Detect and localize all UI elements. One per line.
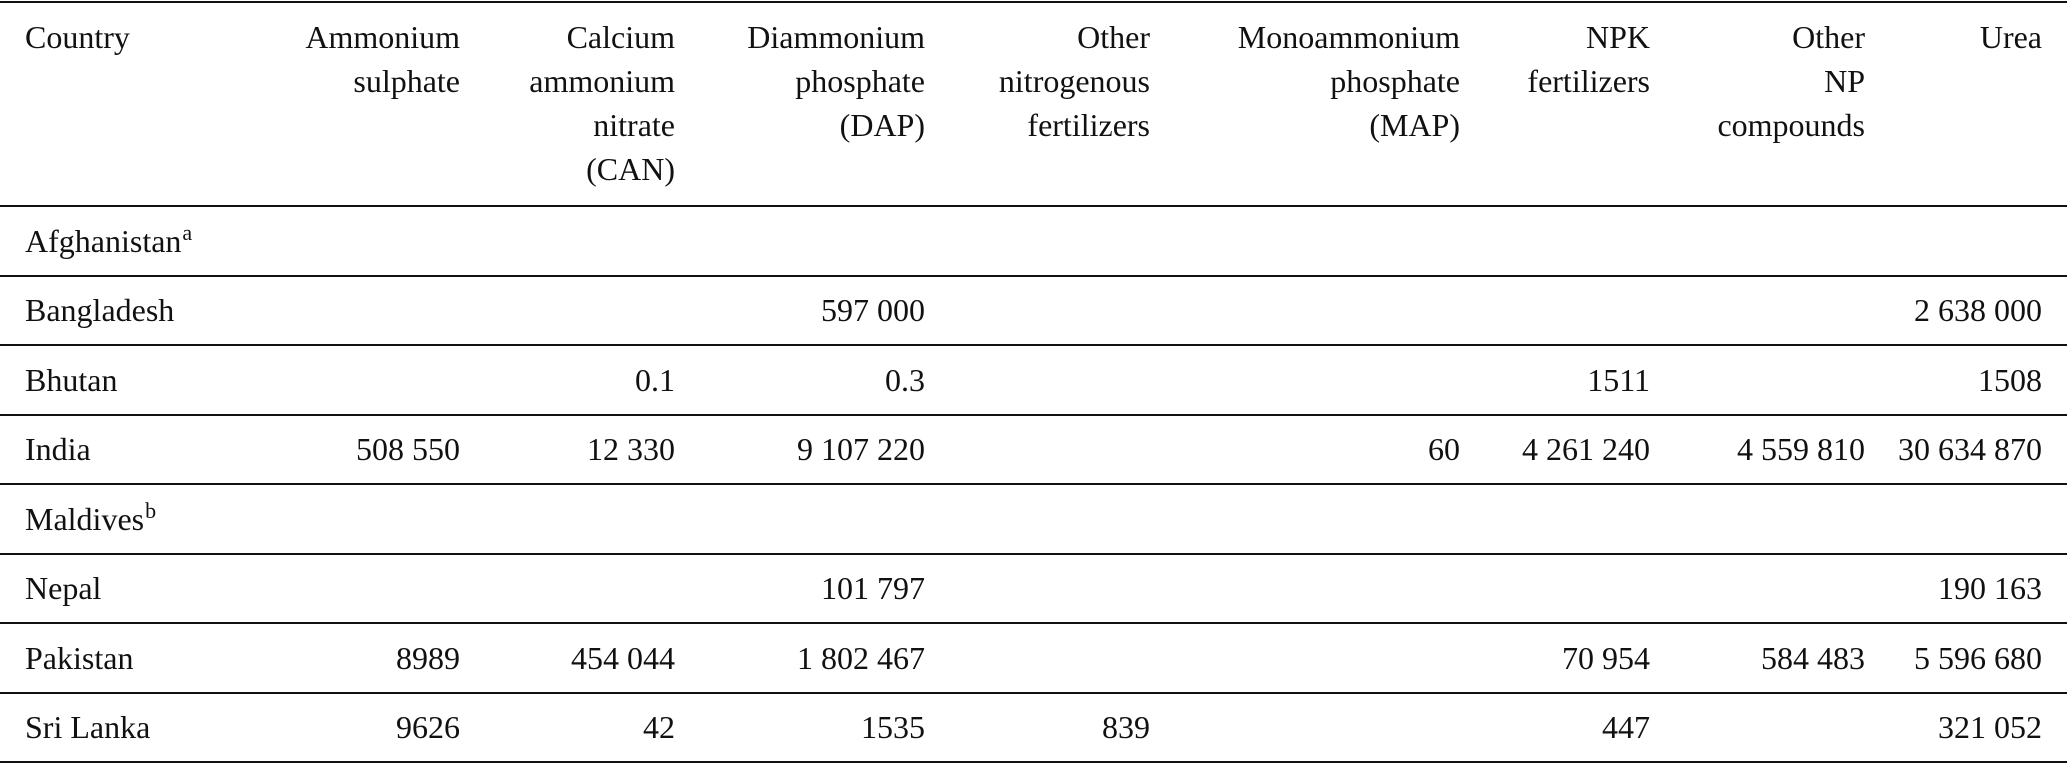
value-cell: 190 163 <box>1938 570 2042 607</box>
value-cell <box>1460 484 1650 554</box>
value-cell: 30 634 870 <box>1898 431 2042 468</box>
value-cell <box>1150 206 1460 276</box>
value-cell: 508 550 <box>356 431 460 468</box>
value-cell <box>1150 554 1460 624</box>
table-row <box>0 206 2067 276</box>
country-cell <box>0 415 245 485</box>
value-cell <box>675 484 925 554</box>
value-cell: 42 <box>643 709 675 746</box>
value-cell: 839 <box>1102 709 1150 746</box>
table-header <box>0 2 2067 206</box>
value-cell <box>1650 206 1865 276</box>
value-cell <box>1460 206 1650 276</box>
value-cell <box>925 415 1150 485</box>
value-cell: 12 330 <box>587 431 675 468</box>
header-urea: Urea <box>1979 19 2042 55</box>
value-cell: 4 559 810 <box>1737 431 1865 468</box>
value-cell <box>245 484 460 554</box>
table-row <box>0 623 2067 693</box>
header-row <box>0 2 2067 206</box>
header-calcium-ammonium-nitrate: Calcium ammonium nitrate (CAN) <box>529 19 675 187</box>
value-cell: 9 107 220 <box>797 431 925 468</box>
value-cell <box>925 484 1150 554</box>
fertilizer-consumption-table <box>0 1 2067 763</box>
value-cell <box>1650 693 1865 763</box>
country-cell <box>0 623 245 693</box>
value-cell <box>925 345 1150 415</box>
value-cell <box>925 206 1150 276</box>
value-cell <box>1460 276 1650 346</box>
country-name: Bhutan <box>25 361 118 398</box>
country-cell <box>0 554 245 624</box>
country-cell <box>0 206 245 276</box>
value-cell <box>1650 276 1865 346</box>
value-cell: 0.3 <box>885 361 925 398</box>
header-ammonium-sulphate: Ammonium sulphate <box>305 19 460 99</box>
value-cell <box>460 554 675 624</box>
header-other-nitrogenous-fertilizers: Other nitrogenous fertilizers <box>998 19 1150 143</box>
value-cell <box>925 276 1150 346</box>
country-name: Sri Lanka <box>25 709 151 746</box>
value-cell <box>925 623 1150 693</box>
table-row <box>0 693 2067 763</box>
value-cell: 584 483 <box>1761 639 1865 676</box>
value-cell: 447 <box>1602 709 1650 746</box>
value-cell: 597 000 <box>821 292 925 329</box>
header-monoammonium-phosphate: Monoammonium phosphate (MAP) <box>1237 19 1460 143</box>
value-cell: 8989 <box>396 639 460 676</box>
value-cell: 1535 <box>861 709 925 746</box>
value-cell <box>460 276 675 346</box>
country-cell <box>0 345 245 415</box>
value-cell: 1508 <box>1978 361 2042 398</box>
value-cell <box>1460 554 1650 624</box>
country-name: Pakistan <box>25 639 134 676</box>
value-cell: 60 <box>1428 431 1460 468</box>
value-cell <box>460 206 675 276</box>
table-row <box>0 484 2067 554</box>
value-cell <box>1650 554 1865 624</box>
value-cell <box>1150 623 1460 693</box>
value-cell <box>1150 693 1460 763</box>
country-name: Nepal <box>25 570 102 607</box>
value-cell <box>925 554 1150 624</box>
value-cell: 321 052 <box>1938 709 2042 746</box>
value-cell <box>1150 484 1460 554</box>
value-cell: 1511 <box>1587 361 1650 398</box>
value-cell: 9626 <box>396 709 460 746</box>
value-cell: 2 638 000 <box>1914 292 2042 329</box>
country-name: Afghanistan <box>25 222 182 259</box>
value-cell: 454 044 <box>571 639 675 676</box>
country-name: India <box>25 431 91 468</box>
value-cell: 5 596 680 <box>1914 639 2042 676</box>
footnote-marker: a <box>182 219 193 245</box>
value-cell <box>460 484 675 554</box>
value-cell <box>1650 345 1865 415</box>
country-cell <box>0 276 245 346</box>
header-npk-fertilizers: NPK fertilizers <box>1527 19 1650 99</box>
header-country: Country <box>25 19 130 55</box>
table-row <box>0 415 2067 485</box>
value-cell <box>1150 276 1460 346</box>
value-cell <box>245 345 460 415</box>
table-row <box>0 276 2067 346</box>
footnote-marker: b <box>145 497 157 523</box>
value-cell <box>675 206 925 276</box>
value-cell <box>1865 206 2067 276</box>
value-cell: 0.1 <box>635 361 675 398</box>
value-cell <box>245 206 460 276</box>
country-name: Maldives <box>25 500 145 537</box>
value-cell <box>245 554 460 624</box>
header-diammonium-phosphate: Diammonium phosphate (DAP) <box>747 19 925 143</box>
country-cell <box>0 484 245 554</box>
value-cell <box>1865 484 2067 554</box>
country-cell <box>0 693 245 763</box>
country-name: Bangladesh <box>25 292 175 329</box>
value-cell <box>1150 345 1460 415</box>
value-cell: 4 261 240 <box>1522 431 1650 468</box>
header-other-np-compounds: Other NP compounds <box>1717 19 1865 143</box>
table-row <box>0 554 2067 624</box>
value-cell: 70 954 <box>1562 639 1650 676</box>
value-cell <box>245 276 460 346</box>
table-body <box>0 206 2067 762</box>
value-cell: 101 797 <box>821 570 925 607</box>
table-row <box>0 345 2067 415</box>
value-cell <box>1650 484 1865 554</box>
value-cell: 1 802 467 <box>797 639 925 676</box>
